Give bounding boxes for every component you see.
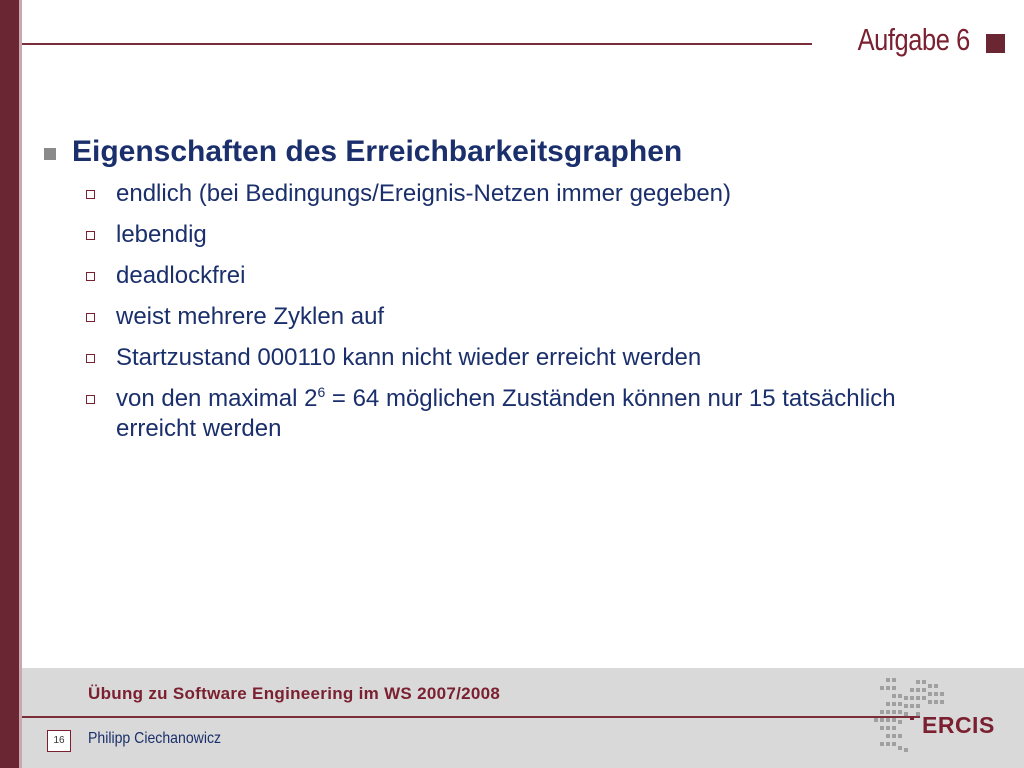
list-item-text — [116, 384, 940, 444]
left-accent-stripe — [19, 0, 22, 768]
slide-content — [40, 135, 940, 455]
text-before-power: von den maximal 2 — [116, 385, 318, 412]
author-name: Philipp Ciechanowicz — [88, 730, 222, 747]
list-item — [86, 343, 940, 373]
square-bullet-icon — [44, 148, 56, 160]
main-bullet — [40, 135, 940, 169]
hollow-square-bullet-icon — [86, 190, 95, 199]
header-rule — [22, 43, 812, 45]
hollow-square-bullet-icon — [86, 272, 95, 281]
hollow-square-bullet-icon — [86, 354, 95, 363]
list-item — [86, 179, 940, 209]
list-item — [86, 220, 940, 250]
text-after-power: = 64 möglichen Zuständen können nur 15 tatsächlich erreicht werden — [116, 385, 896, 442]
list-item — [86, 302, 940, 332]
course-title: Übung zu Software Engineering im WS 2007/2008 — [88, 684, 501, 703]
hollow-square-bullet-icon — [86, 231, 95, 240]
title-square-icon — [986, 34, 1005, 53]
list-item — [86, 261, 940, 291]
footer-rule — [22, 716, 920, 718]
slide-title: Aufgabe 6 — [857, 22, 970, 57]
list-item — [86, 384, 940, 444]
main-bullet-text: Eigenschaften des Erreichbarkeitsgraphen — [72, 135, 683, 168]
list-item-text: deadlockfrei — [116, 262, 246, 289]
list-item-text: endlich (bei Bedingungs/Ereignis-Netzen immer gegeben) — [116, 180, 732, 207]
list-item-text: lebendig — [116, 221, 207, 248]
page-number: 16 — [47, 730, 71, 752]
list-item-text: weist mehrere Zyklen auf — [116, 303, 385, 330]
list-item-text: Startzustand 000110 kann nicht wieder erreicht werden — [116, 344, 702, 371]
exponent: 6 — [317, 384, 326, 400]
left-accent-bar — [0, 0, 19, 768]
ercis-logo: ERCIS — [922, 712, 995, 738]
hollow-square-bullet-icon — [86, 395, 95, 404]
hollow-square-bullet-icon — [86, 313, 95, 322]
